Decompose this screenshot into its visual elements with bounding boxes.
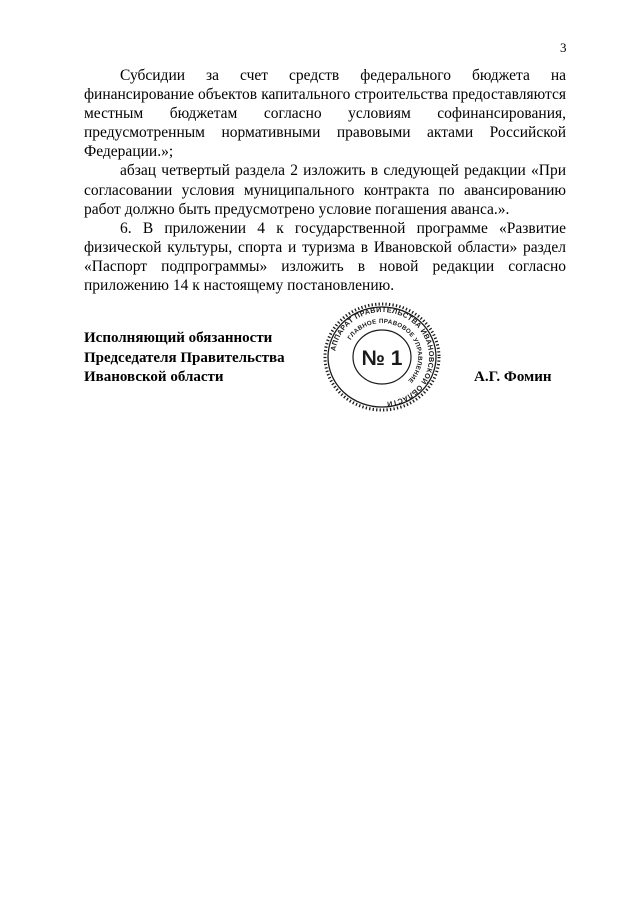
page-number: 3 — [560, 40, 567, 55]
signatory-position — [84, 329, 285, 388]
paragraph-subsidies: Субсидии за счет средств федерального бюджета на финансирование объектов капитального строительства предоставляются местным бюджетам согласно условиям софинансирования, предусмотренным нормативными правовыми актами Российской Федерации.»; — [84, 67, 566, 161]
position-line: Председателя Правительства — [84, 349, 285, 366]
official-seal-stamp — [322, 302, 442, 412]
document-body — [84, 66, 566, 295]
seal-inner-text: ГЛАВНОЕ ПРАВОВОЕ УПРАВЛЕНИЕ — [346, 317, 424, 385]
paragraph-appendix-4-amendment: 6. В приложении 4 к государственной программе «Развитие физической культуры, спорта и туризма в Ивановской области» раздел «Паспорт подпрограммы» изложить в новой редакции согласно приложению 14 к настоящему постановлению. — [84, 219, 566, 295]
seal-outer-text: АППАРАТ ПРАВИТЕЛЬСТВА ИВАНОВСКОЙ ОБЛАСТИ — [328, 304, 437, 409]
position-line: Исполняющий обязанности — [84, 330, 273, 346]
signatory-name: А.Г. Фомин — [474, 369, 552, 385]
paragraph-section-2-amendment: абзац четвертый раздела 2 изложить в следующей редакции «При согласовании условия муниципального контракта по авансированию работ должно быть предусмотрено условие погашения аванса.». — [84, 162, 566, 218]
position-line: Ивановской области — [84, 369, 224, 385]
seal-number: № 1 — [361, 347, 403, 370]
